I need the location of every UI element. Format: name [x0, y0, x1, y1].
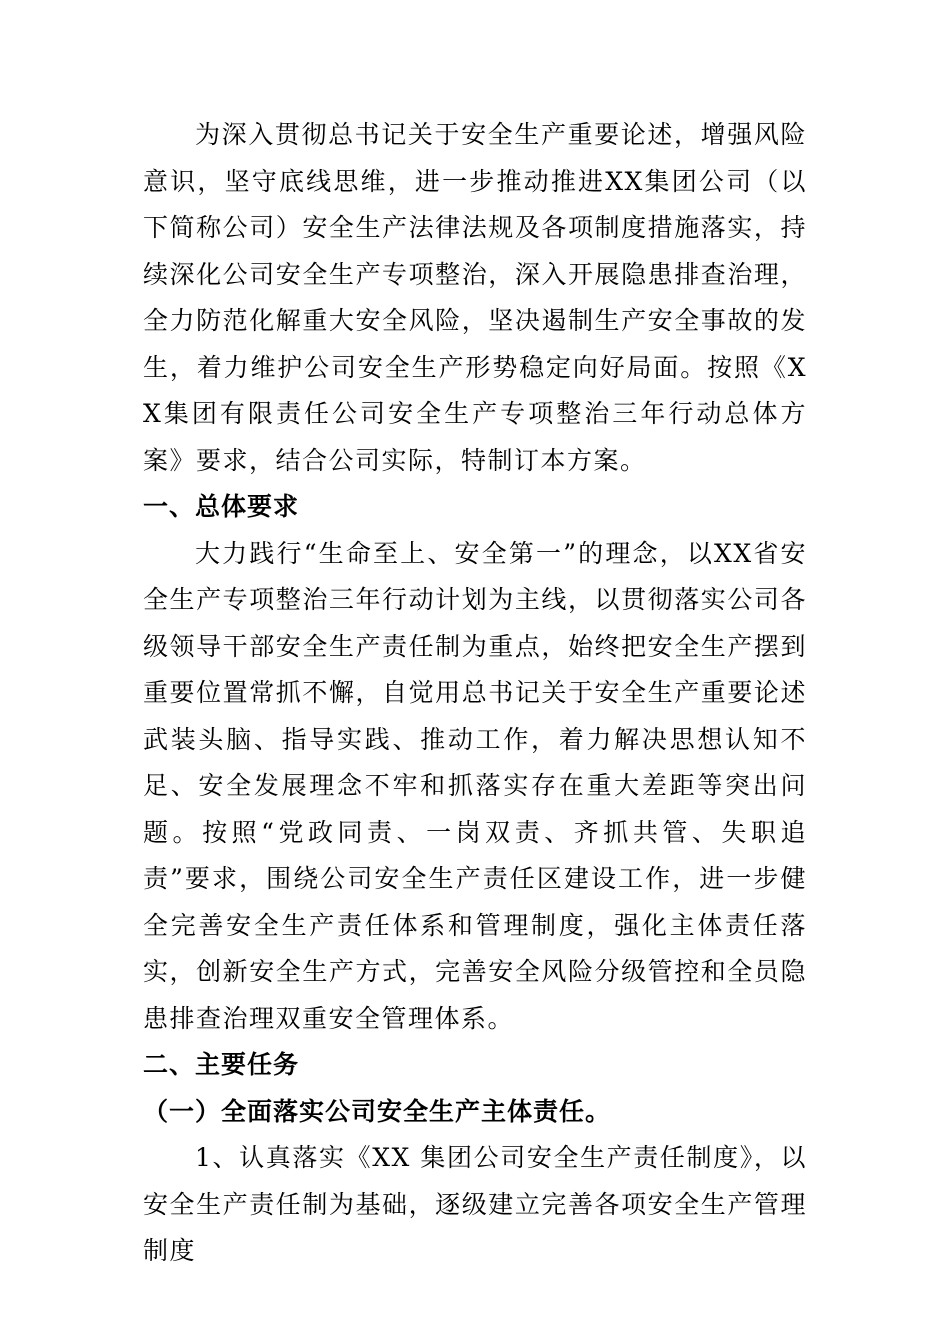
document-page — [143, 112, 807, 1275]
section-heading-main-tasks: 二、主要任务 — [143, 1050, 300, 1079]
section-heading-overall-requirements: 一、总体要求 — [143, 492, 300, 521]
subsection-heading-1: （一）全面落实公司安全生产主体责任。 — [143, 1096, 612, 1126]
section1-paragraph: 大力践行“生命至上、安全第一”的理念，以XX省安全生产专项整治三年行动计划为主线，以贯彻落实公司各级领导干部安全生产责任制为重点，始终把安全生产摆到重要位置常抓不懈，自觉用总书记关于安全生产重要论述武装头脑、指导实践、推动工作，着力解决思想认知不足、安全发展理念不牢和抓落实存在重大差距等突出问题。按照“党政同责、一岗双责、齐抓共管、失职追责”要求，围绕公司安全生产责任区建设工作，进一步健全完善安全生产责任体系和管理制度，强化主体责任落实，创新安全生产方式，完善安全风险分级管控和全员隐患排查治理双重安全管理体系。 — [143, 538, 807, 1033]
task-item-1: 1、认真落实《XX 集团公司安全生产责任制度》，以安全生产责任制为基础，逐级建立完善各项安全生产管理制度 — [143, 1143, 807, 1265]
intro-paragraph: 为深入贯彻总书记关于安全生产重要论述，增强风险意识，坚守底线思维，进一步推动推进XX集团公司（以下简称公司）安全生产法律法规及各项制度措施落实，持续深化公司安全生产专项整治，深入开展隐患排查治理，全力防范化解重大安全风险，坚决遏制生产安全事故的发生，着力维护公司安全生产形势稳定向好局面。按照《XX集团有限责任公司安全生产专项整治三年行动总体方案》要求，结合公司实际，特制订本方案。 — [143, 120, 807, 475]
